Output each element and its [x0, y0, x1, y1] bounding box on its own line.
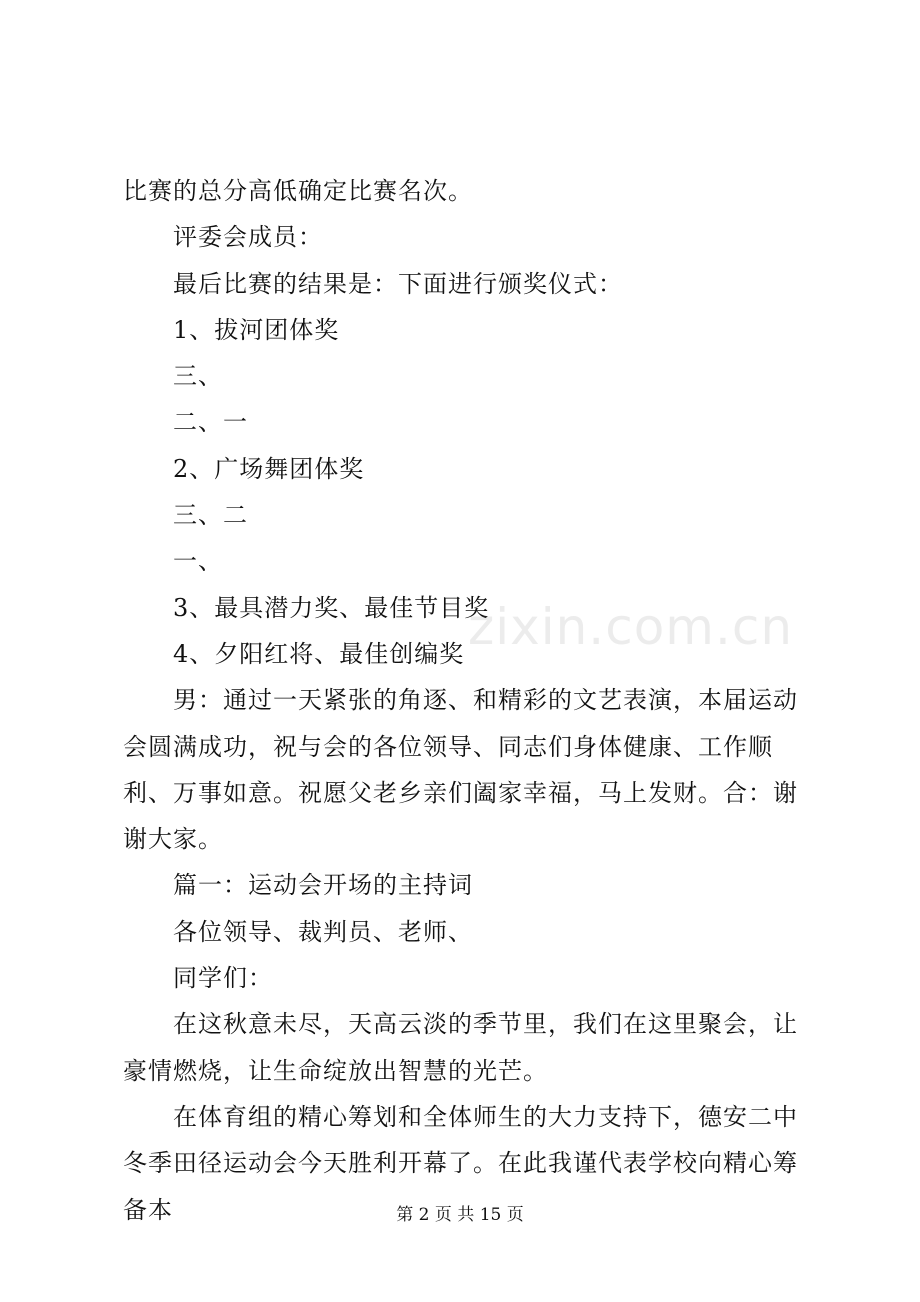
- paragraph-9: 一、: [173, 547, 223, 576]
- paragraph-17: 在体育组的精心筹划和全体师生的大力支持下，德安二中冬季田径运动会今天胜利开幕了。在此我谨代表学校向精心筹备本: [123, 1102, 798, 1224]
- paragraph-5: 三、: [173, 362, 223, 391]
- paragraph-2: 评委会成员：: [173, 223, 323, 252]
- paragraph-16: 在这秋意未尽，天高云淡的季节里，我们在这里聚会，让豪情燃烧，让生命绽放出智慧的光芒。: [123, 1010, 798, 1085]
- paragraph-6: 二、一: [173, 408, 248, 437]
- watermark: zixin.com.cn: [468, 598, 794, 656]
- paragraph-1: 比赛的总分高低确定比赛名次。: [123, 177, 473, 205]
- document-body: [123, 168, 813, 1233]
- paragraph-7: 2、广场舞团体奖: [173, 454, 365, 483]
- paragraph-15: 同学们：: [173, 964, 273, 993]
- paragraph-12: 男：通过一天紧张的角逐、和精彩的文艺表演，本届运动会圆满成功，祝与会的各位领导、同志们身体健康、工作顺利、万事如意。祝愿父老乡亲们阖家幸福，马上发财。合：谢谢大家。: [123, 686, 798, 854]
- page-footer: 第 2 页 共 15 页: [396, 1205, 524, 1225]
- paragraph-4: 1、拔河团体奖: [173, 315, 340, 344]
- paragraph-13: 篇一：运动会开场的主持词: [173, 871, 473, 900]
- paragraph-3: 最后比赛的结果是：下面进行颁奖仪式：: [173, 269, 623, 298]
- paragraph-11: 4、夕阳红将、最佳创编奖: [173, 639, 465, 668]
- paragraph-10: 3、最具潜力奖、最佳节目奖: [173, 593, 490, 622]
- paragraph-14: 各位领导、裁判员、老师、: [173, 917, 473, 946]
- paragraph-8: 三、二: [173, 501, 248, 530]
